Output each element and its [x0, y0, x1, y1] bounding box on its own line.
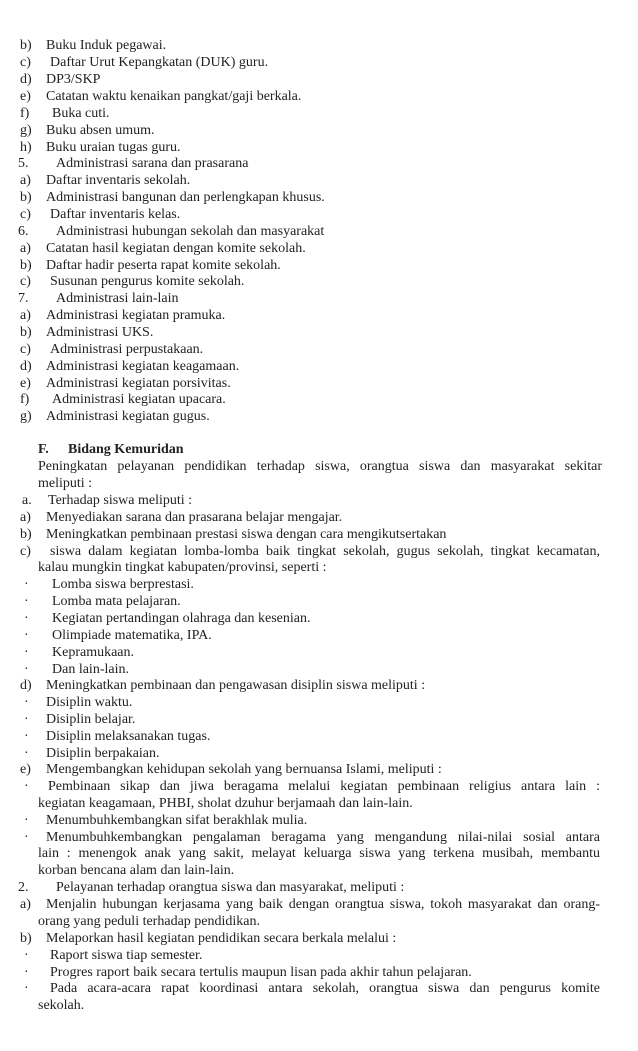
list-item — [20, 359, 239, 375]
item-text: Buku Induk pegawai. — [46, 38, 167, 53]
bullet-item — [24, 628, 212, 644]
item-text: Administrasi kegiatan upacara. — [52, 392, 226, 407]
list-item — [20, 38, 166, 54]
bullet-item — [24, 594, 181, 610]
item-marker: d) — [20, 72, 32, 87]
item-text: Progres raport baik secara tertulis maupun lisan pada akhir tahun pelajaran. — [50, 965, 472, 980]
item-marker: a) — [20, 308, 31, 323]
list-item — [20, 897, 600, 913]
continuation-line: kalau mungkin tingkat kabupaten/provinsi, seperti : — [38, 560, 327, 575]
bullet-item — [24, 965, 472, 981]
item-text: Raport siswa tiap semester. — [50, 948, 203, 963]
bullet-marker: · — [24, 577, 29, 592]
list-item — [18, 880, 404, 896]
item-text: Administrasi bangunan dan perlengkapan khusus. — [46, 190, 325, 205]
bullet-marker: · — [24, 645, 29, 660]
item-marker: c) — [20, 544, 31, 559]
bullet-marker: · — [24, 813, 29, 828]
list-item — [20, 258, 281, 274]
item-text: Lomba siswa berprestasi. — [52, 577, 194, 592]
list-item — [20, 376, 231, 392]
item-text: Administrasi kegiatan pramuka. — [46, 308, 226, 323]
item-text: Meningkatkan pembinaan prestasi siswa dengan cara mengikutsertakan — [46, 527, 447, 542]
section-heading — [38, 442, 184, 458]
item-marker: 6. — [18, 224, 29, 239]
item-text: Administrasi UKS. — [46, 325, 154, 340]
item-marker: b) — [20, 527, 32, 542]
item-text: Olimpiade matematika, IPA. — [52, 628, 212, 643]
item-text: Pada acara-acara rapat koordinasi antara sekolah, orangtua siswa dan pengurus komite — [50, 981, 600, 996]
item-marker: a) — [20, 897, 31, 912]
bullet-item — [24, 981, 600, 997]
item-marker: b) — [20, 325, 32, 340]
item-marker: 5. — [18, 156, 29, 171]
item-text: Pembinaan sikap dan jiwa beragama melalui kegiatan pembinaan religius antara lain : — [48, 779, 600, 794]
list-item — [20, 931, 396, 947]
item-text: Mengembangkan kehidupan sekolah yang bernuansa Islami, meliputi : — [46, 762, 442, 777]
item-marker: c) — [20, 55, 31, 70]
paragraph-line: meliputi : — [38, 476, 93, 491]
bullet-marker: · — [24, 965, 29, 980]
item-text: Disiplin belajar. — [46, 712, 136, 727]
item-marker: a) — [20, 173, 31, 188]
bullet-item — [24, 948, 202, 964]
item-text: Menumbuhkembangkan pengalaman beragama yang mengandung nilai-nilai sosial antara — [46, 830, 600, 845]
list-item — [20, 241, 306, 257]
item-marker: e) — [20, 89, 31, 104]
bullet-item — [24, 645, 134, 661]
item-marker: 7. — [18, 291, 29, 306]
item-text: Menumbuhkembangkan sifat berakhlak mulia. — [46, 813, 308, 828]
item-text: Daftar Urut Kepangkatan (DUK) guru. — [50, 55, 269, 70]
item-text: Daftar inventaris kelas. — [50, 207, 181, 222]
list-item — [20, 72, 100, 88]
item-text: Daftar hadir peserta rapat komite sekolah. — [46, 258, 281, 273]
bullet-item — [24, 830, 600, 846]
item-text: Kepramukaan. — [52, 645, 135, 660]
list-item — [20, 89, 301, 105]
list-item — [20, 55, 268, 71]
item-marker: b) — [20, 190, 32, 205]
list-item — [20, 190, 325, 206]
item-text: DP3/SKP — [46, 72, 101, 87]
item-text: Daftar inventaris sekolah. — [46, 173, 191, 188]
continuation-line: sekolah. — [38, 998, 85, 1013]
list-item — [20, 325, 153, 341]
item-text: siswa dalam kegiatan lomba-lomba baik tingkat sekolah, gugus sekolah, tingkat kecamatan, — [50, 544, 600, 559]
item-text: Administrasi hubungan sekolah dan masyarakat — [56, 224, 325, 239]
item-text: Disiplin waktu. — [46, 695, 133, 710]
item-marker: h) — [20, 140, 32, 155]
continuation-line: lain : menengok anak yang sakit, melayat keluarga siswa yang terkena musibah, membantu — [38, 846, 600, 861]
item-text: Melaporkan hasil kegiatan pendidikan secara berkala melalui : — [46, 931, 397, 946]
bullet-marker: · — [24, 695, 29, 710]
list-item — [20, 342, 203, 358]
item-text: Catatan waktu kenaikan pangkat/gaji berkala. — [46, 89, 302, 104]
bullet-marker: · — [24, 981, 29, 996]
item-text: Administrasi kegiatan keagamaan. — [46, 359, 240, 374]
item-text: Administrasi sarana dan prasarana — [56, 156, 249, 171]
item-text: Meningkatkan pembinaan dan pengawasan disiplin siswa meliputi : — [46, 678, 426, 693]
bullet-item — [24, 611, 311, 627]
continuation-line: orang yang peduli terhadap pendidikan. — [38, 914, 260, 929]
list-item — [18, 224, 324, 240]
item-marker: c) — [20, 274, 31, 289]
continuation-line: kegiatan keagamaan, PHBI, sholat dzuhur berjamaah dan lain-lain. — [38, 796, 413, 811]
item-text: Buku uraian tugas guru. — [46, 140, 181, 155]
bullet-item — [24, 746, 160, 762]
list-item — [20, 527, 446, 543]
list-item — [20, 207, 180, 223]
item-text: Disiplin berpakaian. — [46, 746, 160, 761]
list-item — [18, 291, 178, 307]
item-marker: d) — [20, 678, 32, 693]
bullet-marker: · — [24, 729, 29, 744]
list-item — [20, 173, 190, 189]
item-text: Administrasi perpustakaan. — [50, 342, 204, 357]
item-text: Disiplin melaksanakan tugas. — [46, 729, 211, 744]
list-item — [22, 493, 192, 509]
bullet-item — [24, 813, 307, 829]
list-item — [20, 392, 226, 408]
item-marker: a) — [20, 241, 31, 256]
list-item — [20, 140, 181, 156]
bullet-item — [24, 662, 129, 678]
item-text: Menjalin hubungan kerjasama yang baik dengan orangtua siswa, tokoh masyarakat dan orang- — [46, 897, 600, 912]
bullet-marker: · — [24, 746, 29, 761]
list-item — [20, 678, 425, 694]
list-item — [20, 762, 442, 778]
bullet-marker: · — [24, 594, 29, 609]
item-marker: a. — [22, 493, 32, 508]
bullet-item — [24, 729, 210, 745]
item-marker: b) — [20, 38, 32, 53]
list-item — [20, 123, 155, 139]
section-title: Bidang Kemuridan — [68, 442, 184, 457]
item-text: Menyediakan sarana dan prasarana belajar mengajar. — [46, 510, 343, 525]
item-text: Administrasi kegiatan gugus. — [46, 409, 210, 424]
list-item — [20, 106, 110, 122]
list-item — [18, 156, 248, 172]
item-marker: c) — [20, 207, 31, 222]
list-item — [20, 544, 600, 560]
list-item — [20, 510, 342, 526]
item-marker: a) — [20, 510, 31, 525]
item-text: Buka cuti. — [52, 106, 110, 121]
item-text: Catatan hasil kegiatan dengan komite sekolah. — [46, 241, 306, 256]
item-marker: e) — [20, 376, 31, 391]
item-marker: 2. — [18, 880, 29, 895]
bullet-item — [24, 695, 132, 711]
bullet-marker: · — [24, 628, 29, 643]
item-text: Administrasi lain-lain — [56, 291, 179, 306]
bullet-item — [24, 779, 600, 795]
item-text: Pelayanan terhadap orangtua siswa dan masyarakat, meliputi : — [56, 880, 405, 895]
item-text: Administrasi kegiatan porsivitas. — [46, 376, 231, 391]
bullet-marker: · — [24, 662, 29, 677]
bullet-marker: · — [24, 830, 29, 845]
section-marker: F. — [38, 442, 49, 457]
item-text: Buku absen umum. — [46, 123, 155, 138]
bullet-item — [24, 577, 194, 593]
item-marker: e) — [20, 762, 31, 777]
item-text: Lomba mata pelajaran. — [52, 594, 181, 609]
list-item — [20, 308, 225, 324]
list-item — [20, 409, 210, 425]
item-marker: d) — [20, 359, 32, 374]
bullet-marker: · — [24, 779, 29, 794]
item-text: Dan lain-lain. — [52, 662, 129, 677]
paragraph-line: Peningkatan pelayanan pendidikan terhadap siswa, orangtua siswa dan masyarakat sekitar — [38, 459, 602, 474]
bullet-marker: · — [24, 948, 29, 963]
continuation-line: korban bencana alam dan lain-lain. — [38, 863, 235, 878]
bullet-marker: · — [24, 611, 29, 626]
item-marker: g) — [20, 123, 32, 138]
item-text: Terhadap siswa meliputi : — [48, 493, 193, 508]
item-text: Susunan pengurus komite sekolah. — [50, 274, 245, 289]
list-item — [20, 274, 244, 290]
bullet-marker: · — [24, 712, 29, 727]
bullet-item — [24, 712, 135, 728]
item-marker: b) — [20, 931, 32, 946]
item-text: Kegiatan pertandingan olahraga dan kesenian. — [52, 611, 311, 626]
item-marker: b) — [20, 258, 32, 273]
item-marker: f) — [20, 106, 30, 121]
item-marker: c) — [20, 342, 31, 357]
item-marker: f) — [20, 392, 30, 407]
item-marker: g) — [20, 409, 32, 424]
